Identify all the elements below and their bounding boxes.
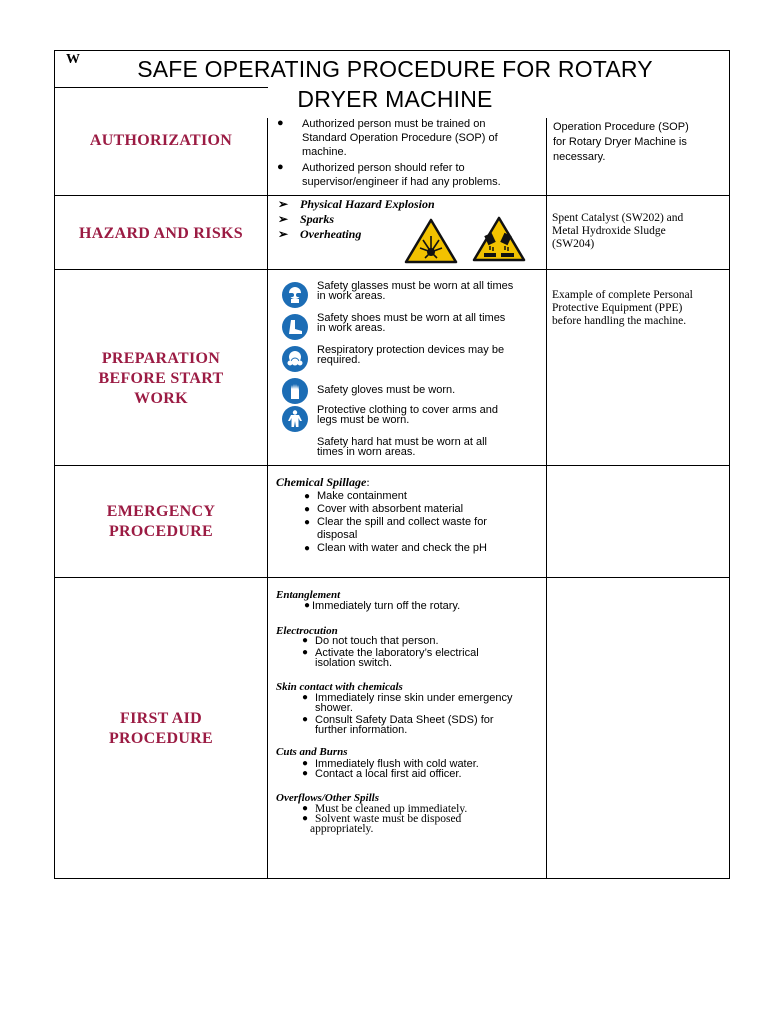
ppe-text-line: in work areas.	[317, 321, 386, 334]
bullet-icon: ●	[277, 161, 284, 173]
bullet-icon: ●	[304, 491, 311, 502]
list-item-line: supervisor/engineer if had any problems.	[302, 176, 501, 188]
first-aid-heading-skin-contact: Skin contact with chemicals	[276, 681, 403, 693]
note-line: Operation Procedure (SOP)	[553, 121, 689, 133]
authorization-list	[274, 117, 544, 189]
bullet-icon: ●	[277, 117, 284, 129]
list-item-line: Consult Safety Data Sheet (SDS) for	[315, 714, 494, 726]
ppe-text-line: Respiratory protection devices may be	[317, 344, 505, 356]
ppe-text	[317, 438, 543, 457]
list-item	[302, 636, 479, 646]
arrow-bullet-icon: ➢	[278, 212, 289, 226]
list-item	[302, 542, 487, 555]
bullet-icon: ●	[302, 714, 309, 725]
bullet-icon: ●	[304, 600, 311, 611]
section-label-hazard: HAZARD AND RISKS	[79, 225, 243, 242]
note-line: Spent Catalyst (SW202) and	[552, 212, 684, 224]
hazard-note	[552, 212, 727, 251]
list-item-line: Do not touch that person.	[315, 635, 439, 647]
section-label-line: EMERGENCY	[106, 503, 216, 520]
ppe-text	[317, 314, 543, 333]
hazard-item: Physical Hazard Explosion	[300, 197, 435, 211]
arrow-bullet-icon: ➢	[278, 197, 289, 211]
note-line: Metal Hydroxide Sludge	[552, 225, 666, 237]
section-label-authorization: AUTHORIZATION	[89, 132, 233, 149]
column-divider	[267, 118, 268, 879]
bullet-icon: ●	[302, 692, 309, 703]
note-line: necessary.	[553, 151, 606, 163]
ppe-text-line: Safety gloves must be worn.	[317, 384, 456, 396]
authorization-note	[553, 120, 725, 165]
list-item-line: Authorized person must be trained on	[302, 118, 486, 130]
table-border-right	[729, 50, 730, 879]
first-aid-heading-overflows: Overflows/Other Spills	[276, 792, 379, 804]
bullet-icon: ●	[304, 504, 311, 515]
list-item-line: Activate the laboratory’s electrical	[315, 647, 479, 659]
note-line: Example of complete Personal	[552, 289, 693, 301]
emergency-heading	[276, 475, 370, 490]
list-item-line: Solvent waste must be disposed	[315, 813, 462, 825]
list-item	[302, 715, 512, 735]
bullet-icon: ●	[302, 803, 309, 814]
ppe-text-line: in work areas.	[317, 289, 386, 302]
bullet-icon: ●	[302, 635, 309, 646]
bullet-icon: ●	[304, 517, 311, 528]
page-title-line-1: SAFE OPERATING PROCEDURE FOR ROTARY	[137, 56, 653, 82]
page-title-line-2: DRYER MACHINE	[297, 86, 493, 112]
hazard-item: Sparks	[300, 212, 335, 226]
bullet-icon: ●	[302, 647, 309, 658]
list-item-line: machine.	[302, 146, 347, 158]
safety-shoes-icon	[282, 314, 308, 340]
ppe-text	[317, 386, 543, 396]
first-aid-list	[302, 759, 479, 779]
table-border-left	[54, 50, 55, 879]
list-item-line: Immediately turn off the rotary.	[312, 600, 461, 612]
safety-gloves-icon	[282, 378, 308, 404]
bullet-icon: ●	[302, 758, 309, 769]
page-title	[100, 54, 690, 114]
arrow-bullet-icon: ➢	[278, 227, 289, 241]
corrosive-warning-icon	[472, 216, 526, 262]
list-item	[274, 161, 544, 189]
section-label-line: WORK	[134, 390, 188, 407]
list-item-line: further information.	[315, 724, 408, 736]
row-divider	[54, 577, 730, 578]
list-item-line: Make containment	[317, 490, 407, 502]
list-item	[304, 601, 460, 611]
first-aid-list	[302, 636, 479, 668]
list-item	[302, 516, 487, 542]
list-item-line: appropriately.	[310, 823, 374, 835]
protective-clothing-icon	[282, 406, 308, 432]
section-label-emergency	[55, 502, 267, 542]
list-item-line: Immediately rinse skin under emergency	[315, 692, 513, 704]
section-label-line: BEFORE START	[98, 370, 224, 387]
first-aid-list	[302, 804, 467, 834]
list-item	[272, 197, 435, 212]
ppe-text-line: times in worn areas.	[317, 445, 416, 458]
section-label-line: FIRST AID	[120, 710, 202, 727]
emergency-list	[302, 490, 487, 555]
section-label-line: PROCEDURE	[108, 523, 214, 540]
bullet-icon: ●	[302, 768, 309, 779]
header-rule	[54, 87, 268, 88]
list-item-line: Cover with absorbent material	[317, 503, 464, 515]
list-item-line: disposal	[317, 529, 358, 541]
list-item	[302, 769, 479, 779]
respirator-icon	[282, 346, 308, 372]
ppe-text-line: Safety hard hat must be worn at all	[317, 436, 487, 448]
ppe-text	[317, 346, 543, 365]
list-item	[274, 117, 544, 159]
ppe-text	[317, 406, 543, 425]
hazard-item: Overheating	[300, 227, 362, 241]
list-item	[302, 648, 479, 668]
list-item-line: shower.	[315, 702, 353, 714]
bullet-icon: ●	[302, 813, 309, 824]
list-item-line: Must be cleaned up immediately.	[315, 803, 468, 815]
ppe-text-line: Protective clothing to cover arms and	[317, 404, 498, 416]
first-aid-list	[302, 693, 512, 735]
list-item	[302, 490, 487, 503]
section-label-line: PREPARATION	[101, 350, 221, 367]
row-divider	[54, 465, 730, 466]
ppe-text-line: Safety shoes must be worn at all times	[317, 312, 506, 324]
safety-glasses-icon	[282, 282, 308, 308]
ppe-text-line: required.	[317, 353, 361, 366]
list-item-line: isolation switch.	[315, 657, 393, 669]
header-stub: W	[66, 52, 80, 67]
list-item-line: Immediately flush with cold water.	[315, 758, 479, 770]
section-label-line: PROCEDURE	[108, 730, 214, 747]
first-aid-heading-cuts-burns: Cuts and Burns	[276, 746, 348, 758]
row-divider	[54, 195, 730, 196]
section-label-first-aid	[55, 709, 267, 749]
note-line: for Rotary Dryer Machine is	[553, 136, 687, 148]
table-border-bottom	[54, 878, 730, 879]
list-item	[302, 503, 487, 516]
list-item-line: Standard Operation Procedure (SOP) of	[302, 132, 498, 144]
explosive-warning-icon	[404, 218, 458, 264]
emergency-heading-text: Chemical Spillage	[276, 475, 367, 489]
note-line: (SW204)	[552, 238, 595, 250]
list-item-line: Contact a local first aid officer.	[315, 768, 462, 780]
ppe-text-line: Safety glasses must be worn at all times	[317, 280, 514, 292]
table-border-top	[54, 50, 730, 51]
list-item-line: Authorized person should refer to	[302, 162, 465, 174]
preparation-note	[552, 289, 727, 328]
emergency-heading-suffix: :	[366, 475, 370, 489]
list-item-line: Clear the spill and collect waste for	[317, 516, 487, 528]
list-item	[302, 814, 467, 834]
list-item	[302, 693, 512, 713]
list-item-line: Clean with water and check the pH	[317, 542, 487, 554]
column-divider	[546, 118, 547, 879]
section-label-preparation	[55, 349, 267, 409]
ppe-text-line: legs must be worn.	[317, 413, 410, 426]
bullet-icon: ●	[304, 543, 311, 554]
row-divider	[54, 269, 730, 270]
first-aid-list	[304, 601, 460, 611]
note-line: Protective Equipment (PPE)	[552, 302, 683, 314]
ppe-text	[317, 282, 543, 301]
first-aid-heading-electrocution: Electrocution	[276, 625, 338, 637]
note-line: before handling the machine.	[552, 315, 687, 327]
first-aid-heading-entanglement: Entanglement	[276, 589, 341, 601]
